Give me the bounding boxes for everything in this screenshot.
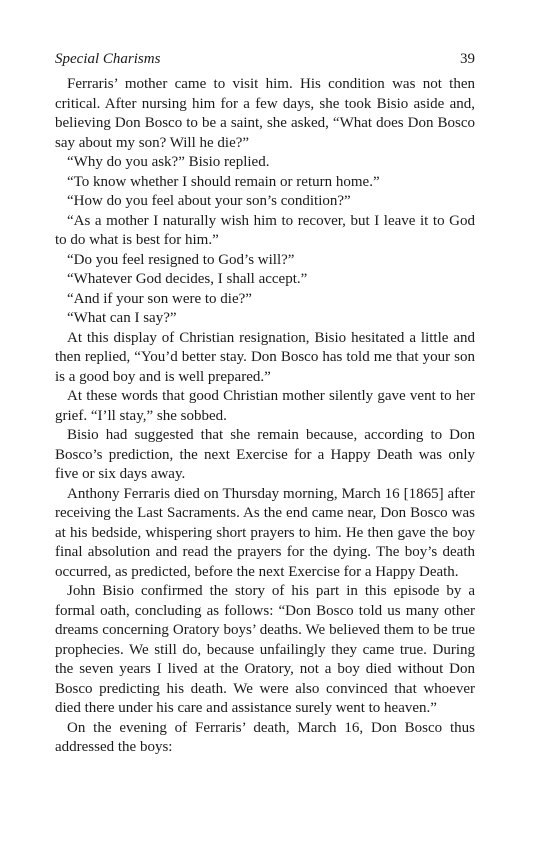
paragraph: “Why do you ask?” Bisio replied.: [67, 154, 270, 170]
paragraph: At this display of Christian resignation, Bisio hesitated a little and then replied, “You’d better stay. Don Bosco has told me that your son is a good boy and is well prepared.”: [55, 329, 475, 385]
paragraph: “What can I say?”: [67, 310, 177, 326]
paragraph: “And if your son were to die?”: [67, 290, 252, 307]
body-text: [55, 75, 475, 758]
paragraph: “Whatever God decides, I shall accept.”: [67, 271, 308, 287]
paragraph: “To know whether I should remain or return home.”: [67, 173, 380, 190]
paragraph: “How do you feel about your son’s condition?”: [67, 193, 351, 209]
paragraph: “Do you feel resigned to God’s will?”: [67, 251, 295, 268]
paragraph: On the evening of Ferraris’ death, March 16, Don Bosco thus addressed the boys:: [55, 719, 475, 755]
paragraph: John Bisio confirmed the story of his part in this episode by a formal oath, concluding as follows: “Don Bosco told us many other dreams concerning Oratory boys’ deaths. We believed them to be true prophecies. We still do, because unfailingly they came true. During the seven years I lived at the Oratory, not a boy died without Don Bosco predicting his death. We were also convinced that whoever died there under his care and assistance surely went to heaven.”: [55, 583, 475, 716]
paragraph: At these words that good Christian mother silently gave vent to her grief. “I’ll stay,” she sobbed.: [55, 388, 475, 424]
page-number: 39: [460, 51, 475, 67]
paragraph: Bisio had suggested that she remain because, according to Don Bosco’s prediction, the next Exercise for a Happy Death was only five or six days away.: [55, 427, 475, 482]
paragraph: Ferraris’ mother came to visit him. His condition was not then critical. After nursing him for a few days, she took Bisio aside and, believing Don Bosco to be a saint, she asked, “What does Don Bosco say about my son? Will he die?”: [55, 76, 475, 151]
paragraph: Anthony Ferraris died on Thursday morning, March 16 [1865] after receiving the Last Sacraments. As the end came near, Don Bosco was at his bedside, whispering short prayers to him. He then gave the boy final absolution and read the prayers for the dying. The boy’s death occurred, as predicted, before the next Exercise for a Happy Death.: [55, 485, 475, 580]
paragraph: “As a mother I naturally wish him to recover, but I leave it to God to do what is best for him.”: [55, 212, 475, 248]
running-title: Special Charisms: [55, 51, 161, 67]
